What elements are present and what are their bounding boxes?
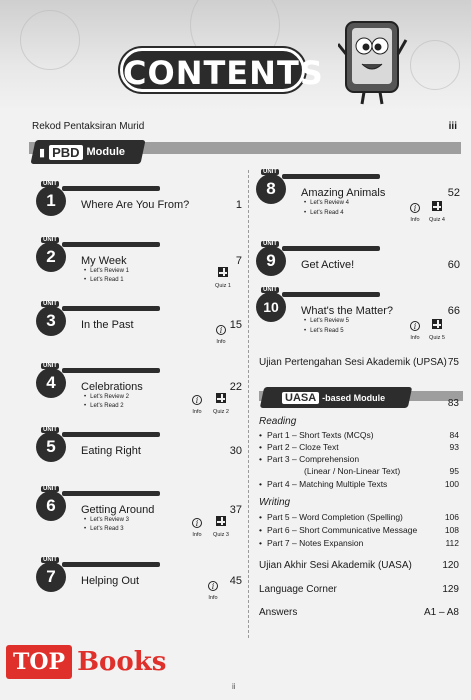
writing-page: 112 bbox=[445, 538, 459, 548]
unit-entry[interactable] bbox=[36, 181, 244, 226]
upsa-title[interactable]: Ujian Pertengahan Sesi Akademik (UPSA) bbox=[259, 357, 447, 368]
unit-badge: UNIT 7 bbox=[36, 562, 66, 592]
unit-line bbox=[282, 292, 380, 297]
unit-page: 37 bbox=[229, 504, 242, 516]
reading-page: 95 bbox=[449, 466, 459, 476]
unit-line bbox=[282, 174, 380, 179]
unit-sub-item: • Let's Review 1 bbox=[84, 268, 129, 274]
unit-page: 22 bbox=[229, 381, 242, 393]
unit-page: 66 bbox=[447, 305, 460, 317]
header-banner bbox=[0, 0, 471, 112]
unit-badge: UNIT 1 bbox=[36, 186, 66, 216]
uasa-exam-page: 120 bbox=[442, 560, 459, 571]
unit-entry[interactable] bbox=[36, 363, 244, 418]
unit-badge: UNIT 3 bbox=[36, 306, 66, 336]
pbd-module-text: Module bbox=[86, 146, 126, 158]
reading-item[interactable]: • Part 3 – Comprehension bbox=[259, 454, 359, 464]
writing-heading: Writing bbox=[259, 497, 291, 508]
unit-line bbox=[62, 186, 160, 191]
quiz-icon[interactable]: Quiz 5 bbox=[426, 316, 448, 341]
unit-page: 1 bbox=[235, 199, 242, 211]
language-corner-page: 129 bbox=[442, 584, 459, 595]
logo-books-text: Books bbox=[77, 647, 167, 677]
writing-page: 108 bbox=[444, 525, 459, 535]
unit-entry[interactable] bbox=[36, 557, 244, 607]
unit-badge: UNIT 8 bbox=[256, 174, 286, 204]
unit-sub-item: • Let's Review 4 bbox=[304, 200, 349, 206]
rekod-page: iii bbox=[448, 121, 457, 132]
unit-title: What's the Matter? bbox=[301, 305, 393, 317]
quiz-icon[interactable]: Quiz 4 bbox=[426, 198, 448, 223]
rekod-label: Rekod Pentaksiran Murid bbox=[32, 121, 145, 132]
reading-page: 84 bbox=[449, 430, 459, 440]
unit-sub-item: • Let's Read 1 bbox=[84, 277, 124, 283]
unit-title: Get Active! bbox=[301, 259, 355, 271]
unit-entry[interactable] bbox=[36, 301, 244, 351]
decoration-circle bbox=[410, 40, 460, 90]
unit-line bbox=[62, 491, 160, 496]
reading-page: 100 bbox=[444, 479, 459, 489]
unit-page: 7 bbox=[235, 255, 242, 267]
answers-page: A1 – A8 bbox=[423, 607, 459, 618]
writing-page: 106 bbox=[444, 512, 459, 522]
column-divider bbox=[248, 170, 249, 638]
language-corner-title[interactable]: Language Corner bbox=[259, 584, 337, 595]
pbd-module-tag bbox=[30, 140, 145, 164]
reading-item[interactable]: • Part 4 – Matching Multiple Texts bbox=[259, 479, 387, 489]
reading-item[interactable]: • Part 1 – Short Texts (MCQs) bbox=[259, 430, 374, 440]
reading-heading: Reading bbox=[259, 416, 297, 427]
unit-line bbox=[282, 246, 380, 251]
unit-sub-item: • Let's Review 2 bbox=[84, 394, 129, 400]
unit-page: 30 bbox=[229, 445, 242, 457]
reading-item-continued: (Linear / Non-Linear Text) bbox=[304, 466, 401, 476]
writing-item[interactable]: • Part 7 – Notes Expansion bbox=[259, 538, 363, 548]
info-icon[interactable]: i Info bbox=[208, 582, 218, 601]
page-number: ii bbox=[232, 682, 236, 691]
unit-line bbox=[62, 432, 160, 437]
upsa-page: 75 bbox=[447, 357, 459, 368]
info-icon[interactable]: i Info bbox=[192, 396, 202, 415]
tablet-mascot-icon bbox=[338, 14, 408, 106]
unit-sub-item: • Let's Read 3 bbox=[84, 526, 124, 532]
pbd-label: PBD bbox=[49, 145, 82, 160]
unit-sub-item: • Let's Review 3 bbox=[84, 517, 129, 523]
unit-title: Helping Out bbox=[81, 575, 140, 587]
decoration-circle bbox=[20, 10, 80, 70]
reading-item[interactable]: • Part 2 – Cloze Text bbox=[259, 442, 339, 452]
info-icon[interactable]: i Info bbox=[192, 519, 202, 538]
topbooks-logo bbox=[6, 641, 166, 683]
uasa-exam-title[interactable]: Ujian Akhir Sesi Akademik (UASA) bbox=[259, 560, 412, 571]
unit-title: Getting Around bbox=[81, 504, 155, 516]
unit-sub-item: • Let's Read 4 bbox=[304, 210, 344, 216]
info-icon[interactable]: i Info bbox=[410, 204, 420, 223]
unit-badge: UNIT 2 bbox=[36, 242, 66, 272]
unit-badge: UNIT 10 bbox=[256, 292, 286, 322]
unit-entry[interactable] bbox=[256, 241, 462, 286]
unit-title: Amazing Animals bbox=[301, 187, 386, 199]
logo-top-text: TOP bbox=[6, 645, 72, 679]
unit-title: My Week bbox=[81, 255, 127, 267]
page-title: CONTENTS bbox=[120, 48, 305, 92]
unit-page: 60 bbox=[447, 259, 460, 271]
uasa-module-text: -based Module bbox=[322, 392, 386, 403]
reading-page: 93 bbox=[449, 442, 459, 452]
unit-line bbox=[62, 368, 160, 373]
unit-line bbox=[62, 242, 160, 247]
unit-line bbox=[62, 306, 160, 311]
uasa-label: UASA bbox=[282, 392, 319, 404]
unit-sub-item: • Let's Review 5 bbox=[304, 318, 349, 324]
unit-entry[interactable] bbox=[256, 287, 462, 342]
unit-title: Celebrations bbox=[81, 381, 143, 393]
unit-badge: UNIT 9 bbox=[256, 246, 286, 276]
unit-sub-item: • Let's Read 5 bbox=[304, 328, 344, 334]
unit-entry[interactable] bbox=[36, 237, 244, 292]
quiz-icon[interactable]: Quiz 2 bbox=[210, 390, 232, 415]
unit-page: 45 bbox=[229, 575, 242, 587]
unit-line bbox=[62, 562, 160, 567]
writing-item[interactable]: • Part 5 – Word Completion (Spelling) bbox=[259, 512, 403, 522]
unit-badge: UNIT 6 bbox=[36, 491, 66, 521]
uasa-module-tag bbox=[260, 387, 412, 408]
info-icon[interactable]: i Info bbox=[410, 322, 420, 341]
unit-page: 15 bbox=[229, 319, 242, 331]
writing-item[interactable]: • Part 6 – Short Communicative Message bbox=[259, 525, 417, 535]
quiz-icon[interactable]: Quiz 3 bbox=[210, 513, 232, 538]
unit-entry[interactable] bbox=[36, 427, 244, 472]
unit-badge: UNIT 5 bbox=[36, 432, 66, 462]
unit-title: Eating Right bbox=[81, 445, 141, 457]
unit-page: 52 bbox=[447, 187, 460, 199]
unit-entry[interactable] bbox=[256, 169, 462, 224]
unit-title: Where Are You From? bbox=[81, 199, 190, 211]
unit-badge: UNIT 4 bbox=[36, 368, 66, 398]
unit-title: In the Past bbox=[81, 319, 134, 331]
info-icon[interactable]: i Info bbox=[216, 326, 226, 345]
uasa-page: 83 bbox=[447, 398, 459, 409]
tablet-icon: ▮ bbox=[39, 146, 46, 159]
unit-sub-item: • Let's Read 2 bbox=[84, 403, 124, 409]
unit-entry[interactable] bbox=[36, 486, 244, 541]
answers-title[interactable]: Answers bbox=[259, 607, 298, 618]
quiz-icon[interactable]: Quiz 1 bbox=[212, 264, 234, 289]
